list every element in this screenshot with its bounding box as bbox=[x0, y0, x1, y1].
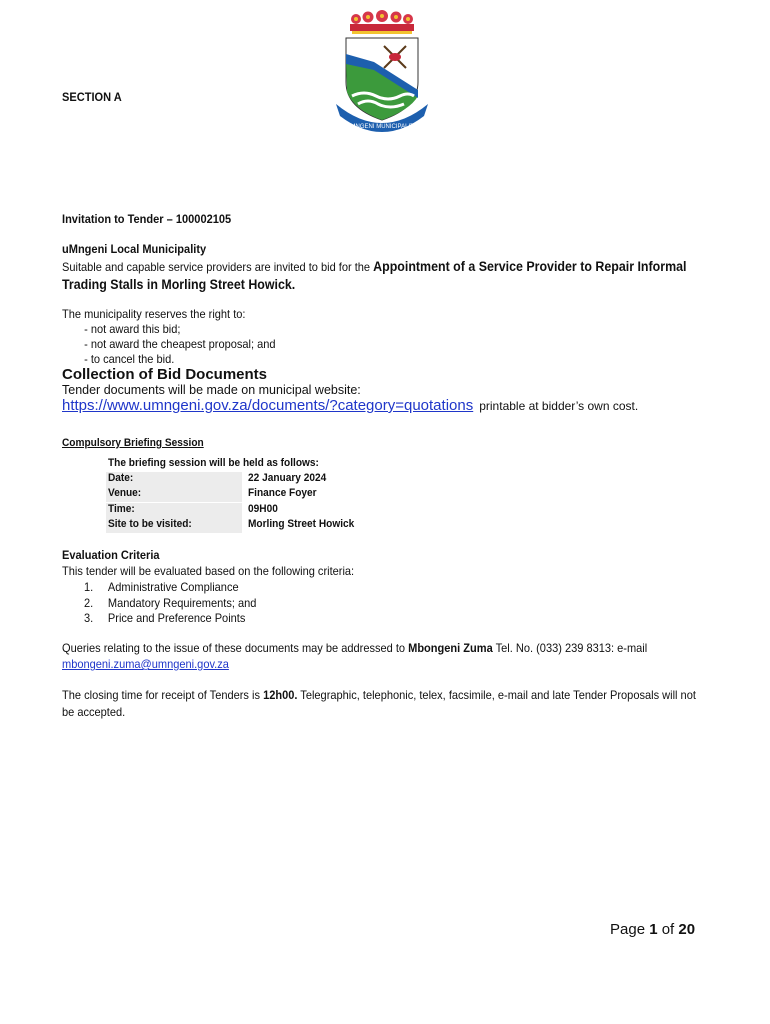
municipality-name: uMngeni Local Municipality bbox=[62, 242, 207, 256]
page-number bbox=[610, 921, 695, 938]
briefing-intro: The briefing session will be held as follows: bbox=[108, 457, 319, 469]
page-label: Page bbox=[610, 921, 650, 938]
queries-paragraph bbox=[62, 641, 647, 655]
documents-link[interactable]: https://www.umngeni.gov.za/documents/?category=quotations bbox=[62, 397, 474, 414]
evaluation-text: This tender will be evaluated based on the following criteria: bbox=[62, 564, 355, 578]
briefing-row-date bbox=[106, 472, 406, 487]
reserves-lead: The municipality reserves the right to: bbox=[62, 307, 246, 321]
briefing-label: Site to be visited: bbox=[108, 518, 192, 530]
page-current: 1 bbox=[649, 921, 658, 938]
briefing-row-site bbox=[106, 518, 406, 533]
invitation-title: Invitation to Tender – 100002105 bbox=[62, 212, 232, 226]
municipal-crest-icon bbox=[334, 10, 430, 136]
intro-paragraph bbox=[62, 258, 688, 294]
criteria-item bbox=[84, 580, 239, 594]
briefing-value: Morling Street Howick bbox=[248, 518, 355, 530]
contact-name: Mbongeni Zuma bbox=[408, 641, 493, 655]
closing-prefix: The closing time for receipt of Tenders is bbox=[62, 688, 264, 702]
criteria-label: Administrative Compliance bbox=[107, 580, 239, 594]
briefing-value: 22 January 2024 bbox=[248, 472, 327, 484]
page-total: 20 bbox=[678, 921, 696, 938]
reserve-item: - not award this bid; bbox=[84, 322, 181, 336]
briefing-heading: Compulsory Briefing Session bbox=[62, 437, 204, 449]
criteria-label: Price and Preference Points bbox=[107, 611, 246, 625]
briefing-value: Finance Foyer bbox=[248, 487, 317, 499]
section-label: SECTION A bbox=[62, 90, 122, 104]
closing-suffix: Telegraphic, telephonic, telex, facsimile, e-mail and late Tender Proposals will not be accepted. bbox=[62, 688, 696, 719]
briefing-row-time bbox=[106, 503, 406, 518]
briefing-label: Venue: bbox=[108, 487, 142, 499]
evaluation-heading: Evaluation Criteria bbox=[62, 548, 160, 562]
queries-prefix: Queries relating to the issue of these documents may be addressed to bbox=[62, 641, 409, 655]
closing-paragraph bbox=[62, 687, 706, 721]
briefing-label: Date: bbox=[108, 472, 134, 484]
briefing-label: Time: bbox=[108, 503, 135, 515]
collection-link-row bbox=[62, 397, 638, 415]
reserve-item: - not award the cheapest proposal; and bbox=[84, 337, 276, 351]
criteria-number: 3. bbox=[84, 611, 94, 625]
criteria-label: Mandatory Requirements; and bbox=[107, 596, 257, 610]
crest-motto: UMNGENI MUNICIPALITY bbox=[346, 124, 418, 130]
criteria-number: 1. bbox=[84, 580, 94, 594]
briefing-value: 09H00 bbox=[248, 503, 278, 515]
intro-prefix: Suitable and capable service providers are invited to bid for the bbox=[62, 260, 374, 274]
collection-cost: printable at bidder’s own cost. bbox=[479, 399, 639, 413]
collection-text: Tender documents will be made on municipal website: bbox=[62, 383, 361, 397]
criteria-number: 2. bbox=[84, 596, 94, 610]
collection-heading: Collection of Bid Documents bbox=[62, 366, 268, 383]
briefing-row-venue bbox=[106, 487, 406, 502]
criteria-item bbox=[84, 596, 256, 610]
project-title: Appointment of a Service Provider to Repair Informal Trading Stalls in Morling Street Howick. bbox=[62, 259, 687, 292]
crown-icon bbox=[350, 10, 414, 34]
criteria-item bbox=[84, 611, 245, 625]
reserve-item: - to cancel the bid. bbox=[84, 352, 175, 366]
contact-email-link[interactable]: mbongeni.zuma@umngeni.gov.za bbox=[62, 657, 229, 671]
closing-time: 12h00. bbox=[263, 688, 298, 702]
reserves-block bbox=[62, 307, 276, 367]
page-of: of bbox=[657, 921, 679, 938]
queries-suffix: Tel. No. (033) 239 8313: e-mail bbox=[492, 641, 648, 655]
